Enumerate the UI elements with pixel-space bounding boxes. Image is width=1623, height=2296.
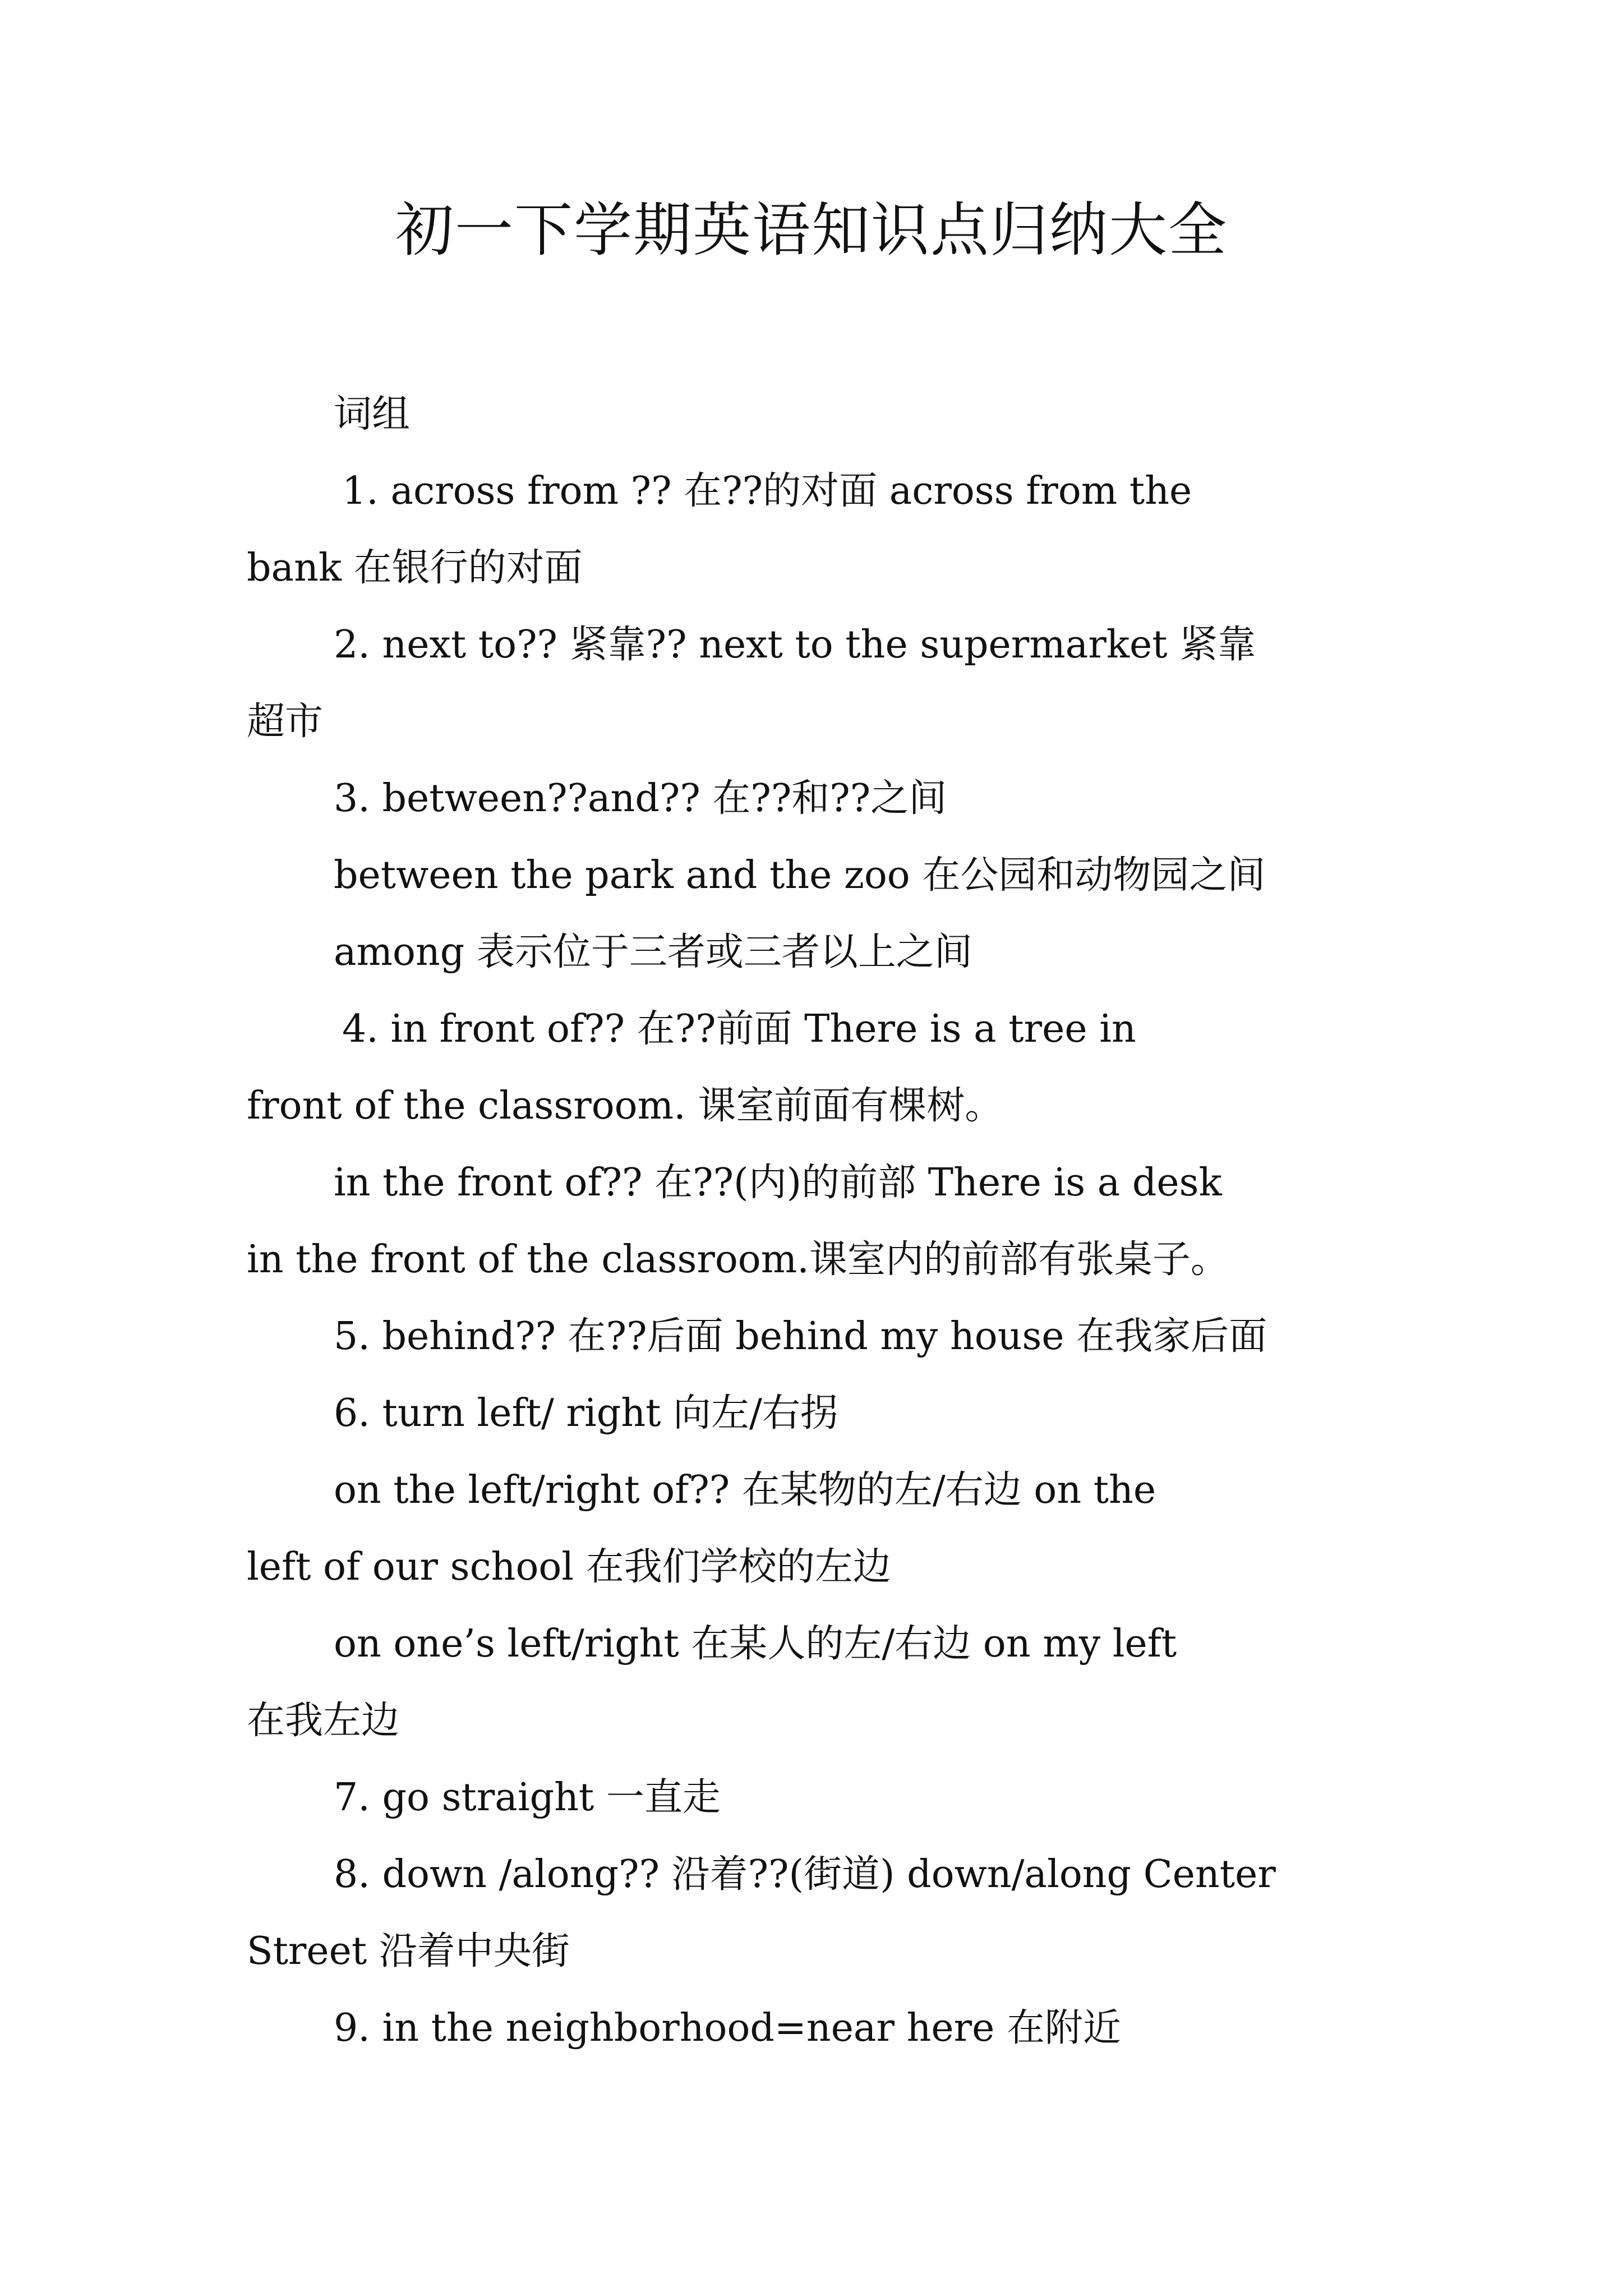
page-title: 初一下学期英语知识点归纳大全: [395, 196, 1228, 264]
item-2-line-1: 2. next to?? 紧靠?? next to the supermarket 紧靠: [334, 623, 1256, 667]
item-6-line-5: 在我左边: [247, 1699, 400, 1743]
item-9-line-1: 9. in the neighborhood=near here 在附近: [334, 2006, 1121, 2050]
item-4-line-1: 4. in front of?? 在??前面 There is a tree in: [342, 1007, 1136, 1051]
document-body: [247, 376, 1385, 2067]
item-2-line-2: 超市: [247, 700, 324, 744]
item-7-line-1: 7. go straight 一直走: [334, 1775, 721, 1820]
item-6-line-4: on one’s left/right 在某人的左/右边 on my left: [334, 1622, 1177, 1666]
item-6-line-2: on the left/right of?? 在某物的左/右边 on the: [334, 1468, 1156, 1512]
item-4-line-4: in the front of the classroom.课室内的前部有张桌子。: [247, 1237, 1229, 1282]
item-8-line-1: 8. down /along?? 沿着??(街道) down/along Center: [334, 1852, 1276, 1897]
item-8-line-2: Street 沿着中央街: [247, 1929, 570, 1973]
item-1-line-2: bank 在银行的对面: [247, 546, 583, 590]
item-6-line-3: left of our school 在我们学校的左边: [247, 1545, 891, 1589]
item-3-line-3: among 表示位于三者或三者以上之间: [334, 930, 972, 974]
item-6-line-1: 6. turn left/ right 向左/右拐: [334, 1391, 838, 1435]
item-4-line-3: in the front of?? 在??(内)的前部 There is a desk: [334, 1161, 1222, 1205]
item-4-line-2: front of the classroom. 课室前面有棵树。: [247, 1084, 1003, 1128]
item-3-line-2: between the park and the zoo 在公园和动物园之间: [334, 853, 1266, 898]
item-5-line-1: 5. behind?? 在??后面 behind my house 在我家后面: [334, 1314, 1267, 1359]
item-3-line-1: 3. between??and?? 在??和??之间: [334, 776, 947, 821]
item-1-line-1: 1. across from ?? 在??的对面 across from the: [342, 469, 1192, 513]
section-heading: 词组: [334, 392, 411, 436]
